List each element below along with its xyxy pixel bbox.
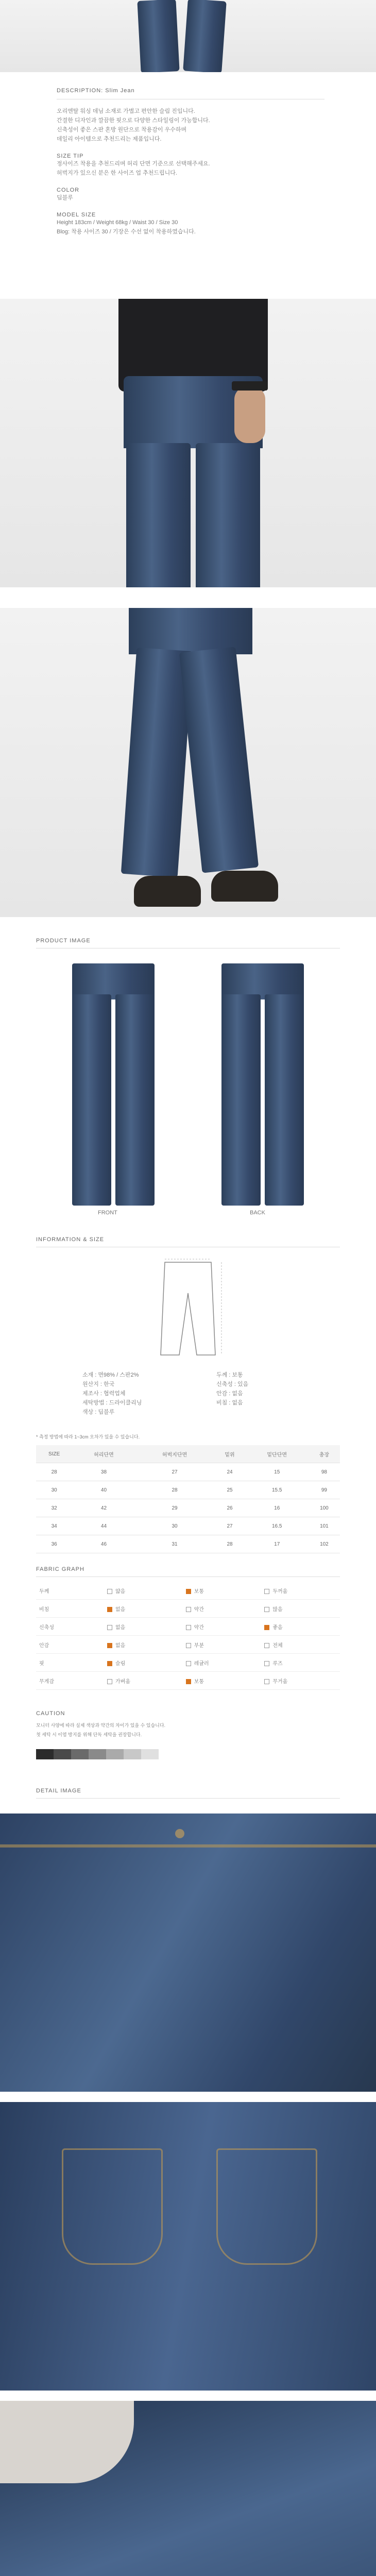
description-line: 신축성이 좋은 스판 혼방 원단으로 착용감이 우수하며 [57, 127, 187, 133]
caution-line: 모니터 사양에 따라 실제 색상과 약간의 차이가 있을 수 있습니다. [36, 1723, 166, 1728]
column-header: 밑위 [214, 1445, 245, 1463]
cell: 28 [36, 1463, 72, 1481]
description-line: 오리엔탈 워싱 데님 소재로 가볍고 편안한 슬림 진입니다. [57, 108, 195, 114]
fabric-option-label: 두꺼움 [272, 1588, 288, 1595]
checkbox-icon [186, 1643, 191, 1648]
fabric-option [104, 1600, 183, 1618]
model-info [57, 218, 324, 236]
fabric-option-label: 부분 [194, 1642, 204, 1649]
fabric-row-name: 핏 [36, 1654, 104, 1672]
product-heading: PRODUCT IMAGE [36, 938, 91, 944]
fabric-option [104, 1618, 183, 1636]
table-row [36, 1463, 340, 1481]
detail-back-photo [0, 2102, 376, 2391]
fabric-option [104, 1582, 183, 1600]
description-heading: DESCRIPTION: Slim Jean [57, 88, 135, 94]
table-row [36, 1499, 340, 1517]
checkbox-icon [107, 1643, 112, 1648]
fabric-option [183, 1636, 262, 1654]
shoe [211, 871, 278, 902]
size-table [36, 1445, 340, 1553]
fabric-option-label: 보통 [194, 1679, 204, 1685]
spec-item: 원산지 : 한국 [82, 1381, 115, 1387]
description-line: 간결한 디자인과 깔끔한 핏으로 다양한 스타일링이 가능합니다. [57, 117, 210, 124]
fabric-option-label: 없음 [115, 1624, 126, 1631]
cell: 27 [214, 1517, 245, 1535]
jeans-leg [179, 647, 259, 873]
model-photo-waist [0, 299, 376, 587]
fabric-row [36, 1672, 340, 1690]
cell: 42 [72, 1499, 135, 1517]
fabric-option-label: 레귤러 [194, 1660, 209, 1667]
checkbox-icon [186, 1607, 191, 1612]
checkbox-icon [264, 1625, 269, 1630]
cell: 38 [72, 1463, 135, 1481]
spec-item: 색상 : 딥블루 [82, 1409, 115, 1415]
cell: 16 [246, 1499, 309, 1517]
fabric-option [104, 1672, 183, 1690]
jeans-leg [126, 443, 191, 587]
fabric-option-label: 약간 [194, 1624, 204, 1631]
cell: 40 [72, 1481, 135, 1499]
fabric-option-label: 없음 [115, 1642, 126, 1649]
size-tip-line: 정사이즈 착용을 추천드리며 허리 단면 기준으로 선택해주세요. [57, 161, 210, 167]
fabric-option [261, 1600, 340, 1618]
description-block [57, 88, 324, 236]
fabric-option [183, 1582, 262, 1600]
checkbox-icon [107, 1661, 112, 1666]
fabric-option-label: 전체 [272, 1642, 283, 1649]
cell: 15.5 [246, 1481, 309, 1499]
color-swatch [89, 1749, 106, 1759]
jeans-leg [221, 994, 261, 1206]
cell: 17 [246, 1535, 309, 1553]
back-pocket [216, 2148, 317, 2265]
fabric-option-label: 보통 [194, 1588, 204, 1595]
fabric-option [261, 1618, 340, 1636]
cell: 30 [135, 1517, 214, 1535]
cell: 101 [309, 1517, 340, 1535]
fabric-row-name: 신축성 [36, 1618, 104, 1636]
size-table-header [36, 1445, 340, 1463]
model-photo-legs [0, 608, 376, 917]
fabric-option [261, 1582, 340, 1600]
hand [234, 386, 265, 443]
fabric-option [261, 1636, 340, 1654]
checkbox-icon [107, 1679, 112, 1684]
caution-text [36, 1721, 165, 1739]
fabric-option [183, 1618, 262, 1636]
detail-heading: DETAIL IMAGE [36, 1788, 81, 1794]
table-row [36, 1535, 340, 1553]
model-line: Height 183cm / Weight 68kg / Waist 30 / Size 30 [57, 219, 178, 226]
fabric-row-name: 안감 [36, 1636, 104, 1654]
description-line: 데일리 아이템으로 추천드리는 제품입니다. [57, 136, 162, 142]
color-swatch [141, 1749, 159, 1759]
column-header: SIZE [36, 1445, 72, 1463]
checkbox-icon [107, 1625, 112, 1630]
color-swatches [36, 1749, 159, 1762]
cell: 32 [36, 1499, 72, 1517]
fabric-row [36, 1618, 340, 1636]
fabric-option-label: 루즈 [272, 1660, 283, 1667]
cell: 36 [36, 1535, 72, 1553]
cell: 26 [214, 1499, 245, 1517]
size-diagram [149, 1257, 227, 1360]
spec-item: 세탁방법 : 드라이클리닝 [82, 1400, 142, 1406]
hero-photo [0, 0, 376, 72]
spec-item: 제조사 : 협력업체 [82, 1391, 126, 1397]
cell: 16.5 [246, 1517, 309, 1535]
caution-heading: CAUTION [36, 1710, 65, 1717]
fabric-option-label: 얇음 [115, 1588, 126, 1595]
spec-item: 소재 : 면98% / 스판2% [82, 1372, 139, 1378]
cell: 31 [135, 1535, 214, 1553]
model-heading: MODEL SIZE [57, 212, 96, 218]
detail-hem-photo [0, 2401, 376, 2576]
fabric-option-label: 많음 [272, 1606, 283, 1613]
size-tip-body [57, 159, 324, 178]
fabric-row-name: 무게감 [36, 1672, 104, 1690]
stitch-line [0, 1844, 376, 1848]
checkbox-icon [186, 1679, 191, 1684]
table-row [36, 1481, 340, 1499]
column-header: 밑단단면 [246, 1445, 309, 1463]
size-tip-line: 허벅지가 있으신 분은 한 사이즈 업 추천드립니다. [57, 170, 177, 176]
color-value: 딥블루 [57, 195, 73, 201]
checkbox-icon [186, 1661, 191, 1666]
watch [232, 381, 268, 391]
denim-texture [0, 1814, 376, 2092]
fabric-option [261, 1654, 340, 1672]
cell: 102 [309, 1535, 340, 1553]
back-caption: BACK [250, 1210, 265, 1216]
checkbox-icon [264, 1661, 269, 1666]
cell: 30 [36, 1481, 72, 1499]
cell: 15 [246, 1463, 309, 1481]
fabric-option-label: 약간 [194, 1606, 204, 1613]
cell: 99 [309, 1481, 340, 1499]
fabric-row-name: 두께 [36, 1582, 104, 1600]
color-swatch [36, 1749, 54, 1759]
checkbox-icon [107, 1607, 112, 1612]
fabric-row [36, 1582, 340, 1600]
cell: 44 [72, 1517, 135, 1535]
pants-outline-icon [149, 1257, 227, 1360]
back-pocket [62, 2148, 163, 2265]
fabric-option-label: 좋음 [272, 1624, 283, 1631]
spec-item: 비침 : 없음 [216, 1400, 243, 1406]
checkbox-icon [186, 1625, 191, 1630]
fabric-table [36, 1582, 340, 1690]
color-heading: COLOR [57, 187, 80, 193]
size-tip-heading: SIZE TIP [57, 153, 84, 159]
table-row [36, 1517, 340, 1535]
color-swatch [71, 1749, 89, 1759]
cell: 100 [309, 1499, 340, 1517]
jeans-leg [183, 0, 227, 72]
description-body [57, 107, 324, 144]
fabric-option [183, 1600, 262, 1618]
cell: 46 [72, 1535, 135, 1553]
fabric-option-label: 없음 [115, 1606, 126, 1613]
jeans-leg [196, 443, 260, 587]
jeans-leg [265, 994, 304, 1206]
fabric-option-label: 무거움 [272, 1679, 288, 1685]
fabric-option-label: 가벼움 [115, 1679, 130, 1685]
spec-item: 안감 : 없음 [216, 1391, 243, 1397]
checkbox-icon [264, 1643, 269, 1648]
fabric-option [183, 1654, 262, 1672]
color-swatch [54, 1749, 71, 1759]
specs-right [216, 1370, 248, 1408]
detail-front-photo [0, 1814, 376, 2092]
fabric-option [183, 1672, 262, 1690]
fabric-option [104, 1654, 183, 1672]
caution-line: 첫 세탁 시 이염 방지를 위해 단독 세탁을 권장합니다. [36, 1732, 142, 1737]
cell: 29 [135, 1499, 214, 1517]
spec-item: 두께 : 보통 [216, 1372, 243, 1378]
fabric-option-label: 슬림 [115, 1660, 126, 1667]
checkbox-icon [264, 1589, 269, 1594]
shoe [134, 876, 201, 907]
front-caption: FRONT [98, 1210, 117, 1216]
fabric-row [36, 1636, 340, 1654]
cell: 34 [36, 1517, 72, 1535]
checkbox-icon [186, 1589, 191, 1594]
measure-note: * 측정 방법에 따라 1~3cm 오차가 있을 수 있습니다. [36, 1434, 140, 1439]
checkbox-icon [264, 1607, 269, 1612]
cell: 28 [135, 1481, 214, 1499]
fabric-option [261, 1672, 340, 1690]
column-header: 총장 [309, 1445, 340, 1463]
jeans-leg [137, 0, 179, 72]
cell: 25 [214, 1481, 245, 1499]
denim-texture [0, 2102, 376, 2391]
fabric-heading: FABRIC GRAPH [36, 1566, 84, 1572]
jeans-leg [115, 994, 155, 1206]
color-swatch [124, 1749, 141, 1759]
product-back [221, 963, 304, 1206]
info-heading: INFORMATION & SIZE [36, 1236, 105, 1243]
button-rivet [175, 1829, 184, 1838]
fabric-row [36, 1654, 340, 1672]
fabric-option [104, 1636, 183, 1654]
specs-left [82, 1370, 142, 1417]
column-header: 허벅지단면 [135, 1445, 214, 1463]
cell: 98 [309, 1463, 340, 1481]
checkbox-icon [264, 1679, 269, 1684]
fabric-row-name: 비침 [36, 1600, 104, 1618]
product-front [72, 963, 155, 1206]
color-swatch [106, 1749, 124, 1759]
spec-item: 신축성 : 있음 [216, 1381, 249, 1387]
cell: 27 [135, 1463, 214, 1481]
column-header: 허리단면 [72, 1445, 135, 1463]
divider [36, 1798, 340, 1799]
cell: 24 [214, 1463, 245, 1481]
fabric-row [36, 1600, 340, 1618]
cell: 28 [214, 1535, 245, 1553]
jeans-leg [72, 994, 111, 1206]
model-line: Blog: 착용 사이즈 30 / 기장은 수선 없이 착용하였습니다. [57, 229, 196, 235]
checkbox-icon [107, 1589, 112, 1594]
